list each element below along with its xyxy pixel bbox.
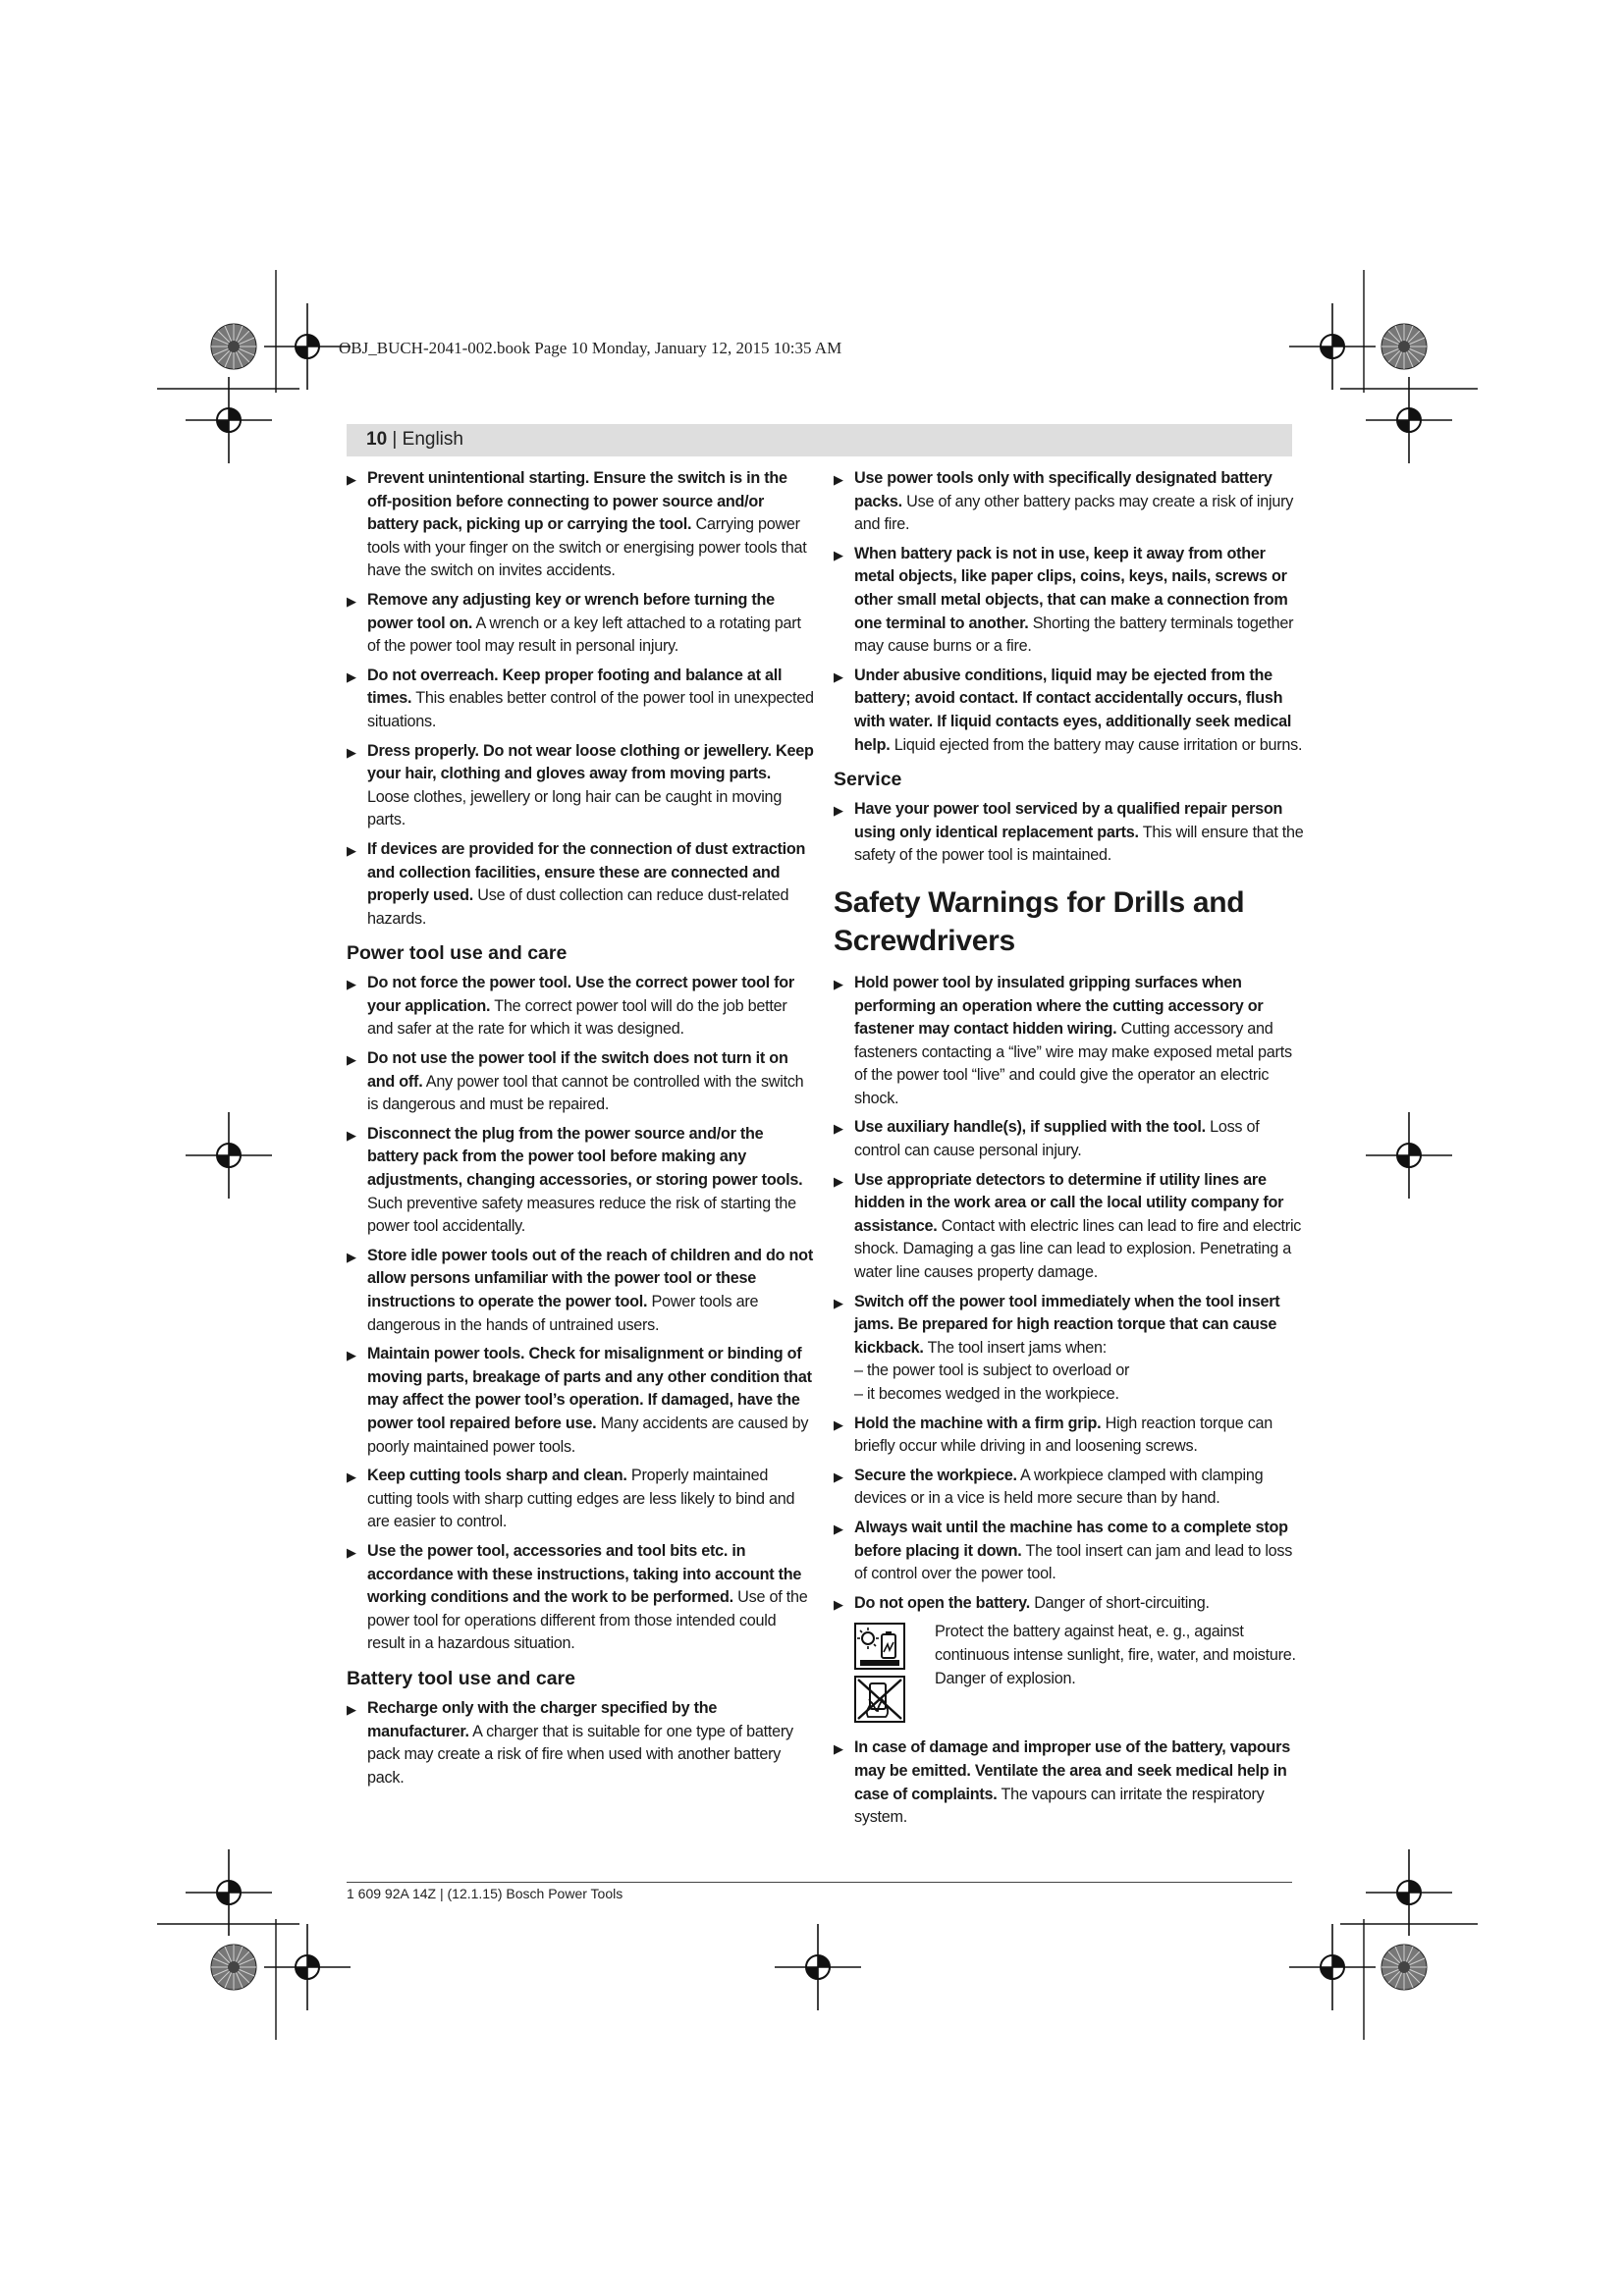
list-item: ▶ Do not open the battery. Danger of short-circuiting. (834, 1592, 1305, 1616)
bullet-triangle-icon: ▶ (347, 1469, 356, 1485)
list-item: ▶ Do not overreach. Keep proper footing and balance at all times. This enables better control of the power tool in unexpected situations. (347, 666, 814, 730)
list-item: ▶ Use auxiliary handle(s), if supplied with the tool. Loss of control can cause personal injury. (834, 1118, 1260, 1160)
bullet-triangle-icon: ▶ (834, 1468, 843, 1484)
page-number: 10 (366, 429, 388, 450)
bullet-triangle-icon: ▶ (834, 803, 843, 819)
list-item: ▶ Always wait until the machine has come to a complete stop before placing it down. The tool insert can jam and lead to loss of control over the power tool. (834, 1518, 1293, 1583)
bullet-triangle-icon: ▶ (347, 1127, 356, 1143)
list-item: ▶ Disconnect the plug from the power source and/or the battery pack from the power tool before making any adjustments, changing accessories, or storing power tools. Such preventive safety measures reduce the risk of starting the power tool accidentally. (347, 1124, 803, 1236)
bullet-triangle-icon: ▶ (347, 1348, 356, 1363)
list-item: ▶ In case of damage and improper use of the battery, vapours may be emitted. Ventilate the area and seek medical help in case of complaints. The vapours can irritate the respiratory system. (834, 1738, 1290, 1827)
list-item: ▶ Prevent unintentional starting. Ensure the switch is in the off-position before connecting to power source and/or battery pack, picking up or carrying the tool. Carrying power tools with your finger on the switch or energising power tools that have the switch on invites accidents. (347, 469, 807, 580)
list-item: ▶ Maintain power tools. Check for misalignment or binding of moving parts, breakage of parts and any other condition that may affect the power tool’s operation. If damaged, have the power tool repaired before use. Many accidents are caused by poorly maintained power tools. (347, 1345, 812, 1456)
list-item: ▶ Have your power tool serviced by a qualified repair person using only identical replacement parts. This will ensure that the safety of the power tool is maintained. (834, 800, 1304, 865)
page-footer: 1 609 92A 14Z | (12.1.15) Bosch Power Tools (347, 1886, 623, 1901)
warning-icons (854, 1623, 909, 1729)
section-heading-service: Service (834, 769, 902, 791)
bullet-triangle-icon: ▶ (834, 976, 843, 991)
list-item: ▶ Dress properly. Do not wear loose clothing or jewellery. Keep your hair, clothing and gloves away from moving parts. Loose clothes, jewellery or long hair can be caught in moving parts. (347, 741, 814, 829)
list-item: ▶ When battery pack is not in use, keep it away from other metal objects, like paper clips, coins, keys, nails, screws or other small metal objects, that can make a connection from one terminal to another. Shorting the battery terminals together may cause burns or a fire. (834, 544, 1294, 656)
list-item: ▶ Remove any adjusting key or wrench before turning the power tool on. A wrench or a key left attached to a rotating part of the power tool may result in personal injury. (347, 590, 801, 656)
list-item: ▶ Use the power tool, accessories and tool bits etc. in accordance with these instructions, taking into account the working conditions and the work to be performed. Use of the power tool for operations different from those intended could result in a hazardous situation. (347, 1541, 808, 1653)
header-separator: | (387, 429, 403, 450)
section-heading-power-tool: Power tool use and care (347, 942, 568, 965)
bullet-triangle-icon: ▶ (347, 842, 356, 858)
bullet-triangle-icon: ▶ (347, 472, 356, 487)
list-item: ▶ Hold the machine with a firm grip. High reaction torque can briefly occur while driving in and loosening screws. (834, 1414, 1273, 1456)
dash-item: – the power tool is subject to overload or (854, 1362, 1130, 1380)
left-column (347, 467, 814, 1795)
bullet-triangle-icon: ▶ (834, 1121, 843, 1137)
bullet-triangle-icon: ▶ (347, 744, 356, 760)
bullet-triangle-icon: ▶ (834, 668, 843, 684)
list-item: ▶ If devices are provided for the connection of dust extraction and collection facilities, ensure these are connected and properly used. Use of dust collection can reduce dust-related hazards. (347, 839, 806, 928)
page-header-bar (347, 424, 1292, 456)
bullet-triangle-icon: ▶ (347, 977, 356, 992)
list-item: ▶ Use power tools only with specifically designated battery packs. Use of any other battery packs may create a risk of injury and fire. (834, 469, 1294, 534)
bullet-triangle-icon: ▶ (834, 1416, 843, 1432)
footer-rule (347, 1882, 1292, 1883)
bullet-triangle-icon: ▶ (834, 1741, 843, 1757)
sun-heat-icon (854, 1623, 905, 1670)
list-item: ▶ Keep cutting tools sharp and clean. Properly maintained cutting tools with sharp cutting edges are less likely to bind and are easier to control. (347, 1467, 795, 1531)
bullet-triangle-icon: ▶ (347, 668, 356, 684)
bullet-triangle-icon: ▶ (347, 1701, 356, 1717)
bullet-triangle-icon: ▶ (347, 1052, 356, 1068)
list-item: ▶ Do not use the power tool if the switch does not turn it on and off. Any power tool that cannot be controlled with the switch is dangerous and must be repaired. (347, 1049, 804, 1114)
bullet-triangle-icon: ▶ (834, 1521, 843, 1536)
bullet-triangle-icon: ▶ (834, 472, 843, 487)
list-item: ▶ Store idle power tools out of the reach of children and do not allow persons unfamiliar with the power tool or these instructions to operate the power tool. Power tools are dangerous in the hands of untrained users. (347, 1246, 813, 1334)
list-item: ▶ Under abusive conditions, liquid may be ejected from the battery; avoid contact. If contact accidentally occurs, flush with water. If liquid contacts eyes, additionally seek medical help. Liquid ejected from the battery may cause irritation or burns. (834, 666, 1303, 754)
list-item-kickback: ▶ Switch off the power tool immediately when the tool insert jams. Be prepared for high reaction torque that can cause kickback. The tool insert jams when: – the power tool is subject to overload or – it becomes wedged in the workpiece. (834, 1291, 1305, 1407)
list-item: ▶ Secure the workpiece. A workpiece clamped with clamping devices or in a vice is held more secure than by hand. (834, 1466, 1264, 1508)
list-item: ▶ Use appropriate detectors to determine if utility lines are hidden in the work area or call the local utility company for assistance. Contact with electric lines can lead to fire and electric shock. Damaging a gas line can lead to explosion. Penetrating a water line causes property damage. (834, 1170, 1302, 1282)
list-item: ▶ Hold power tool by insulated gripping surfaces when performing an operation where the cutting accessory or fastener may contact hidden wiring. Cutting accessory and fasteners contacting a “live” wire may make exposed metal parts of the power tool “live” and could give the operator an electric shock. (834, 973, 1292, 1107)
no-fire-icon (854, 1676, 905, 1723)
list-item: ▶ Recharge only with the charger specified by the manufacturer. A charger that is suitable for one type of battery pack may create a risk of fire when used with another battery pack. (347, 1698, 793, 1787)
section-heading-battery: Battery tool use and care (347, 1667, 575, 1689)
bullet-triangle-icon: ▶ (347, 593, 356, 609)
bullet-triangle-icon: ▶ (834, 1295, 843, 1310)
battery-heat-warning: Protect the battery against heat, e. g., against continuous intense sunlight, fire, water, and moisture. Danger of explosion. (854, 1621, 1305, 1727)
dash-item: – it becomes wedged in the workpiece. (854, 1385, 1119, 1403)
bullet-triangle-icon: ▶ (834, 1596, 843, 1612)
header-language: English (402, 429, 463, 450)
right-column (834, 467, 1305, 1836)
page-header (366, 429, 463, 451)
bullet-triangle-icon: ▶ (347, 1544, 356, 1560)
print-slug: OBJ_BUCH-2041-002.book Page 10 Monday, January 12, 2015 10:35 AM (339, 339, 842, 357)
list-item: ▶ Do not force the power tool. Use the correct power tool for your application. The correct power tool will do the job better and safer at the rate for which it was designed. (347, 974, 794, 1039)
bullet-triangle-icon: ▶ (834, 1173, 843, 1189)
bullet-triangle-icon: ▶ (834, 547, 843, 562)
page-section-title: Safety Warnings for Drills and Screwdrivers (834, 885, 1245, 957)
bullet-triangle-icon: ▶ (347, 1249, 356, 1264)
